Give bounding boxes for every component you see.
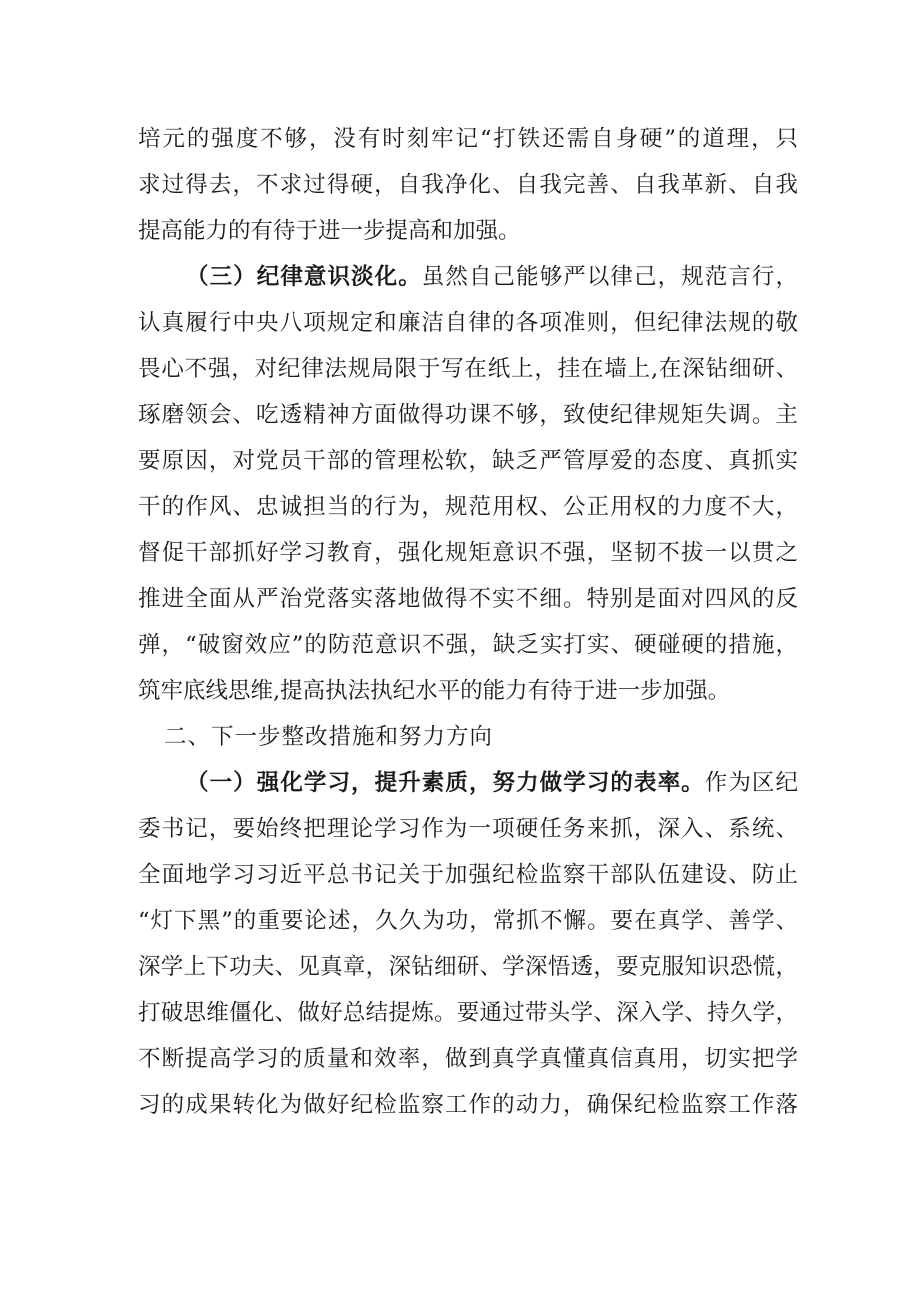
text-line: 筑牢底线思维,提高执法执纪水平的能力有待于进一步加强。: [138, 678, 731, 704]
paragraph-first-line: [138, 760, 798, 806]
text-line: 求过得去，不求过得硬，自我净化、自我完善、自我革新、自我: [138, 172, 798, 198]
text-line: 打破思维僵化、做好总结提炼。要通过带头学、深入学、持久学，: [138, 1000, 798, 1026]
text-line: 畏心不强，对纪律法规局限于写在纸上，挂在墙上,在深钻细研、: [138, 356, 798, 382]
paragraph-discipline-awareness: [138, 254, 798, 714]
text-line: 推进全面从严治党落实落地做得不实不细。特别是面对四风的反: [138, 586, 798, 612]
section-heading: 二、下一步整改措施和努力方向: [164, 724, 494, 750]
text-run: 作为区纪: [704, 770, 798, 796]
text-line: 认真履行中央八项规定和廉洁自律的各项准则，但纪律法规的敬: [138, 310, 798, 336]
paragraph-continuation: [138, 116, 798, 254]
text-line: 干的作风、忠诚担当的行为，规范用权、公正用权的力度不大，: [138, 494, 798, 520]
text-line: 督促干部抓好学习教育，强化规矩意识不强，坚韧不拔一以贯之: [138, 540, 798, 566]
section-lead-discipline: （三）纪律意识淡化。: [186, 264, 422, 290]
text-run: 虽然自己能够严以律己，规范言行，: [421, 264, 798, 290]
text-line: 不断提高学习的质量和效率，做到真学真懂真信真用，切实把学: [138, 1046, 798, 1072]
text-line: 全面地学习习近平总书记关于加强纪检监察干部队伍建设、防止: [138, 862, 798, 888]
paragraph-strengthen-study: [138, 760, 798, 1128]
text-line: 委书记，要始终把理论学习作为一项硬任务来抓，深入、系统、: [138, 816, 798, 842]
text-line: 弹，“破窗效应”的防范意识不强，缺乏实打实、硬碰硬的措施，: [138, 632, 798, 658]
text-line: 要原因，对党员干部的管理松软，缺乏严管厚爱的态度、真抓实: [138, 448, 798, 474]
text-line: 习的成果转化为做好纪检监察工作的动力，确保纪检监察工作落: [138, 1092, 798, 1118]
text-line: 提高能力的有待于进一步提高和加强。: [138, 218, 521, 244]
text-line: 培元的强度不够，没有时刻牢记“打铁还需自身硬”的道理，只: [138, 126, 798, 152]
paragraph-first-line: [138, 254, 798, 300]
text-line: 琢磨领会、吃透精神方面做得功课不够，致使纪律规矩失调。主: [138, 402, 798, 428]
document-body: [138, 116, 798, 1128]
section-lead-study: （一）强化学习，提升素质，努力做学习的表率。: [186, 770, 705, 796]
text-line: 深学上下功夫、见真章，深钻细研、学深悟透，要克服知识恐慌，: [138, 954, 798, 980]
text-line: “灯下黑”的重要论述，久久为功，常抓不懈。要在真学、善学、: [138, 908, 798, 934]
